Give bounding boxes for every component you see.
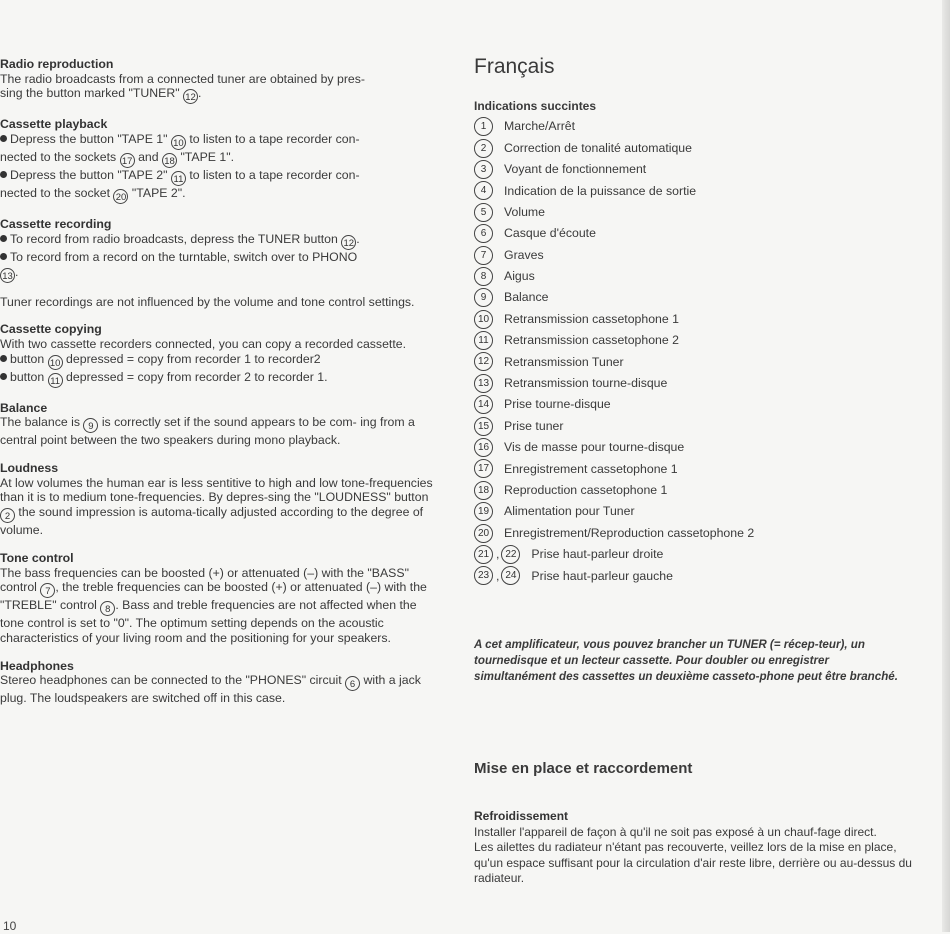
left-column [0, 0, 440, 719]
legend-label: Prise haut-parleur droite [531, 547, 664, 562]
legend-label: Indication de la puissance de sortie [504, 183, 697, 198]
copying-text: With two cassette recorders connected, you can copy a recorded cassette. [0, 336, 407, 351]
legend-label: Prise tuner [504, 418, 564, 433]
radio-text [0, 72, 440, 105]
bullet-icon [0, 235, 7, 242]
legend-item [474, 202, 754, 223]
heading-headphones: Headphones [0, 658, 74, 673]
radio-line2: sing the button marked "TUNER" [0, 86, 180, 101]
legend-label: Enregistrement cassetophone 1 [504, 461, 678, 476]
circled-number: 22 [501, 545, 520, 564]
legend-label: Reproduction cassetophone 1 [504, 482, 668, 497]
playback-bullet-2 [0, 168, 440, 204]
legend-item [474, 501, 754, 522]
balance-text [0, 415, 440, 448]
circled-number: 5 [474, 203, 493, 222]
circled-number: 12 [474, 352, 493, 371]
circled-number: 18 [162, 153, 177, 168]
circled-number: 20 [113, 189, 128, 204]
heading-cassette-playback: Cassette playback [0, 117, 108, 132]
circled-number: 4 [474, 181, 493, 200]
text: ing from a central point between the two speakers during mono playback. [0, 415, 415, 448]
circled-number: 14 [474, 395, 493, 414]
legend-list [474, 116, 754, 587]
text: to listen to a tape recorder con- [189, 168, 360, 183]
circled-number: 15 [474, 417, 493, 436]
circled-number: 6 [345, 676, 360, 691]
section-cassette-copying [0, 322, 440, 387]
circled-number: 2 [0, 508, 15, 523]
circled-number: 7 [40, 583, 55, 598]
heading-refroidissement: Refroidissement [474, 809, 569, 823]
section-tone-control [0, 551, 440, 646]
legend-item [474, 544, 754, 565]
recording-bullet-1 [0, 232, 440, 250]
circled-number: 12 [341, 235, 356, 250]
headphones-text [0, 673, 440, 706]
circled-number: 9 [474, 288, 493, 307]
text: is correctly set if the sound appears to be com- [101, 415, 357, 430]
text: To record from radio broadcasts, depress the TUNER button [10, 231, 338, 246]
legend-item [474, 565, 754, 586]
legend-item [474, 159, 754, 180]
text: At low volumes the human ear is less sentitive to high and low tone-frequencies than it is to medium tone-frequencies. By depres-sing the "LOUDNESS" button [0, 475, 433, 505]
circled-number: 24 [501, 566, 520, 585]
pair-separator: , [496, 568, 500, 583]
circled-number: 10 [474, 310, 493, 329]
bullet-icon [0, 135, 7, 142]
circled-number: 16 [474, 438, 493, 457]
legend-label: Graves [504, 247, 544, 262]
legend-item [474, 287, 754, 308]
legend-item [474, 437, 754, 458]
text: depressed = copy from recorder 1 to recorder2 [66, 351, 321, 366]
bullet-icon [0, 355, 7, 362]
legend-label: Prise haut-parleur gauche [531, 568, 673, 583]
circled-number: 3 [474, 160, 493, 179]
legend-label: Prise tourne-disque [504, 397, 611, 412]
section-cassette-recording [0, 217, 440, 309]
bullet-icon [0, 171, 7, 178]
intro-paragraph: A cet amplificateur, vous pouvez brancher un TUNER (= récep-teur), un tournedisque et un lecteur cassette. Pour doubler ou enregistrer simultanément des cassettes un deuxième casseto-phone peut être branché. [474, 638, 898, 683]
legend-item [474, 330, 754, 351]
heading-loudness: Loudness [0, 461, 59, 476]
text: depressed = copy from recorder 2 to recorder 1. [66, 369, 328, 384]
section-balance [0, 401, 440, 448]
legend-item [474, 309, 754, 330]
legend-label: Balance [504, 290, 549, 305]
circled-number: 20 [474, 524, 493, 543]
text: . [15, 264, 19, 279]
legend-item [474, 244, 754, 265]
legend-label: Enregistrement/Reproduction cassetophone 2 [504, 525, 755, 540]
text: nected to the sockets [0, 150, 117, 165]
page-edge-shadow [942, 0, 950, 932]
circled-number: 18 [474, 481, 493, 500]
legend-label: Vis de masse pour tourne-disque [504, 440, 685, 455]
heading-cassette-copying: Cassette copying [0, 322, 102, 337]
section-title: Mise en place et raccordement [474, 760, 693, 777]
radio-line2-end: . [198, 86, 202, 101]
legend-item [474, 180, 754, 201]
heading-tone-control: Tone control [0, 550, 74, 565]
section-headphones [0, 659, 440, 706]
page-title: Français [474, 55, 555, 78]
text: . [356, 231, 360, 246]
circled-number: 12 [183, 89, 198, 104]
circled-number: 23 [474, 566, 493, 585]
legend-label: Aigus [504, 269, 535, 284]
tone-text [0, 566, 440, 646]
section-radio-reproduction [0, 57, 440, 104]
circled-number: 11 [171, 171, 186, 186]
text: button [10, 351, 45, 366]
circled-number: 10 [48, 355, 63, 370]
bullet-icon [0, 373, 7, 380]
text: with a jack plug. The loudspeakers are switched off in this case. [0, 673, 421, 706]
legend-label: Correction de tonalité automatique [504, 140, 692, 155]
circled-number: 19 [474, 502, 493, 521]
text: nected to the socket [0, 186, 111, 201]
text: Depress the button "TAPE 2" [10, 168, 168, 183]
text: , the treble frequencies can be boosted (+) or attenuated (–) with the "TREBLE" control [0, 580, 427, 613]
text: The balance is [0, 415, 80, 430]
text: the sound impression is automa-tically adjusted according to the degree of volume. [0, 505, 424, 538]
legend-label: Retransmission cassetophone 1 [504, 311, 679, 326]
copying-bullet-2 [0, 370, 440, 388]
text: To record from a record on the turntable, switch over to PHONO [10, 249, 358, 264]
legend-item [474, 415, 754, 436]
refroidissement-p1: Installer l'appareil de façon à qu'il ne soit pas exposé à un chauf-fage direct. [474, 824, 877, 839]
legend-item [474, 522, 754, 543]
legend-item [474, 137, 754, 158]
legend-label: Marche/Arrêt [504, 119, 576, 134]
legend-item [474, 394, 754, 415]
text: Depress the button "TAPE 1" [10, 132, 168, 147]
legend-label: Retransmission tourne-disque [504, 376, 668, 391]
legend-label: Retransmission cassetophone 2 [504, 333, 679, 348]
text: to listen to a tape recorder con- [189, 132, 360, 147]
text: Stereo headphones can be connected to the "PHONES" circuit [0, 673, 342, 688]
text: "TAPE 1". [180, 150, 235, 165]
circled-number: 8 [100, 601, 115, 616]
heading-radio-reproduction: Radio reproduction [0, 57, 114, 71]
recording-bullet-2 [0, 250, 440, 283]
legend-label: Alimentation pour Tuner [504, 504, 635, 519]
legend-item [474, 116, 754, 137]
text: . Bass and treble frequencies are not affected when the tone control is set to "0". The optimum setting depends on the acoustic characteristics of your living room and the positioning for your speakers. [0, 598, 417, 645]
circled-number: 17 [120, 153, 135, 168]
circled-number: 21 [474, 545, 493, 564]
circled-number: 8 [474, 267, 493, 286]
pair-separator: , [496, 547, 500, 562]
legend-item [474, 373, 754, 394]
legend-label: Retransmission Tuner [504, 354, 624, 369]
circled-number: 13 [0, 268, 15, 283]
legend-title: Indications succintes [474, 99, 597, 113]
circled-number: 1 [474, 117, 493, 136]
legend-label: Voyant de fonctionnement [504, 162, 647, 177]
section-cassette-playback [0, 117, 440, 204]
text: The bass frequencies can be boosted (+) or attenuated (–) with the "BASS" control [0, 565, 409, 595]
legend-label: Volume [504, 204, 546, 219]
loudness-text [0, 476, 440, 538]
copying-bullet-1 [0, 352, 440, 370]
text: and [138, 150, 159, 165]
legend-item [474, 458, 754, 479]
radio-line1: The radio broadcasts from a connected tuner are obtained by pres- [0, 71, 366, 86]
circled-number: 17 [474, 459, 493, 478]
bullet-icon [0, 253, 7, 260]
heading-balance: Balance [0, 400, 48, 415]
circled-number: 13 [474, 374, 493, 393]
page-number: 10 [3, 919, 17, 933]
circled-number: 11 [474, 331, 493, 350]
circled-number: 11 [48, 373, 63, 388]
legend-item [474, 266, 754, 287]
section-loudness [0, 461, 440, 538]
circled-number: 10 [171, 135, 186, 150]
heading-cassette-recording: Cassette recording [0, 217, 112, 232]
text: button [10, 369, 45, 384]
refroidissement-p2: Les ailettes du radiateur n'étant pas recouverte, veillez lors de la mise en place, qu'un espace suffisant pour la circulation d'air reste libre, derrière ou au-dessus du radiateur. [474, 840, 912, 885]
legend-label: Casque d'écoute [504, 226, 596, 241]
section-refroidissement [474, 809, 914, 887]
legend-item [474, 480, 754, 501]
legend-item [474, 351, 754, 372]
text: "TAPE 2". [131, 186, 186, 201]
playback-bullet-1 [0, 132, 440, 168]
circled-number: 6 [474, 224, 493, 243]
circled-number: 9 [83, 418, 98, 433]
circled-number: 7 [474, 246, 493, 265]
legend-item [474, 223, 754, 244]
recording-note: Tuner recordings are not influenced by the volume and tone control settings. [0, 294, 415, 309]
circled-number: 2 [474, 139, 493, 158]
